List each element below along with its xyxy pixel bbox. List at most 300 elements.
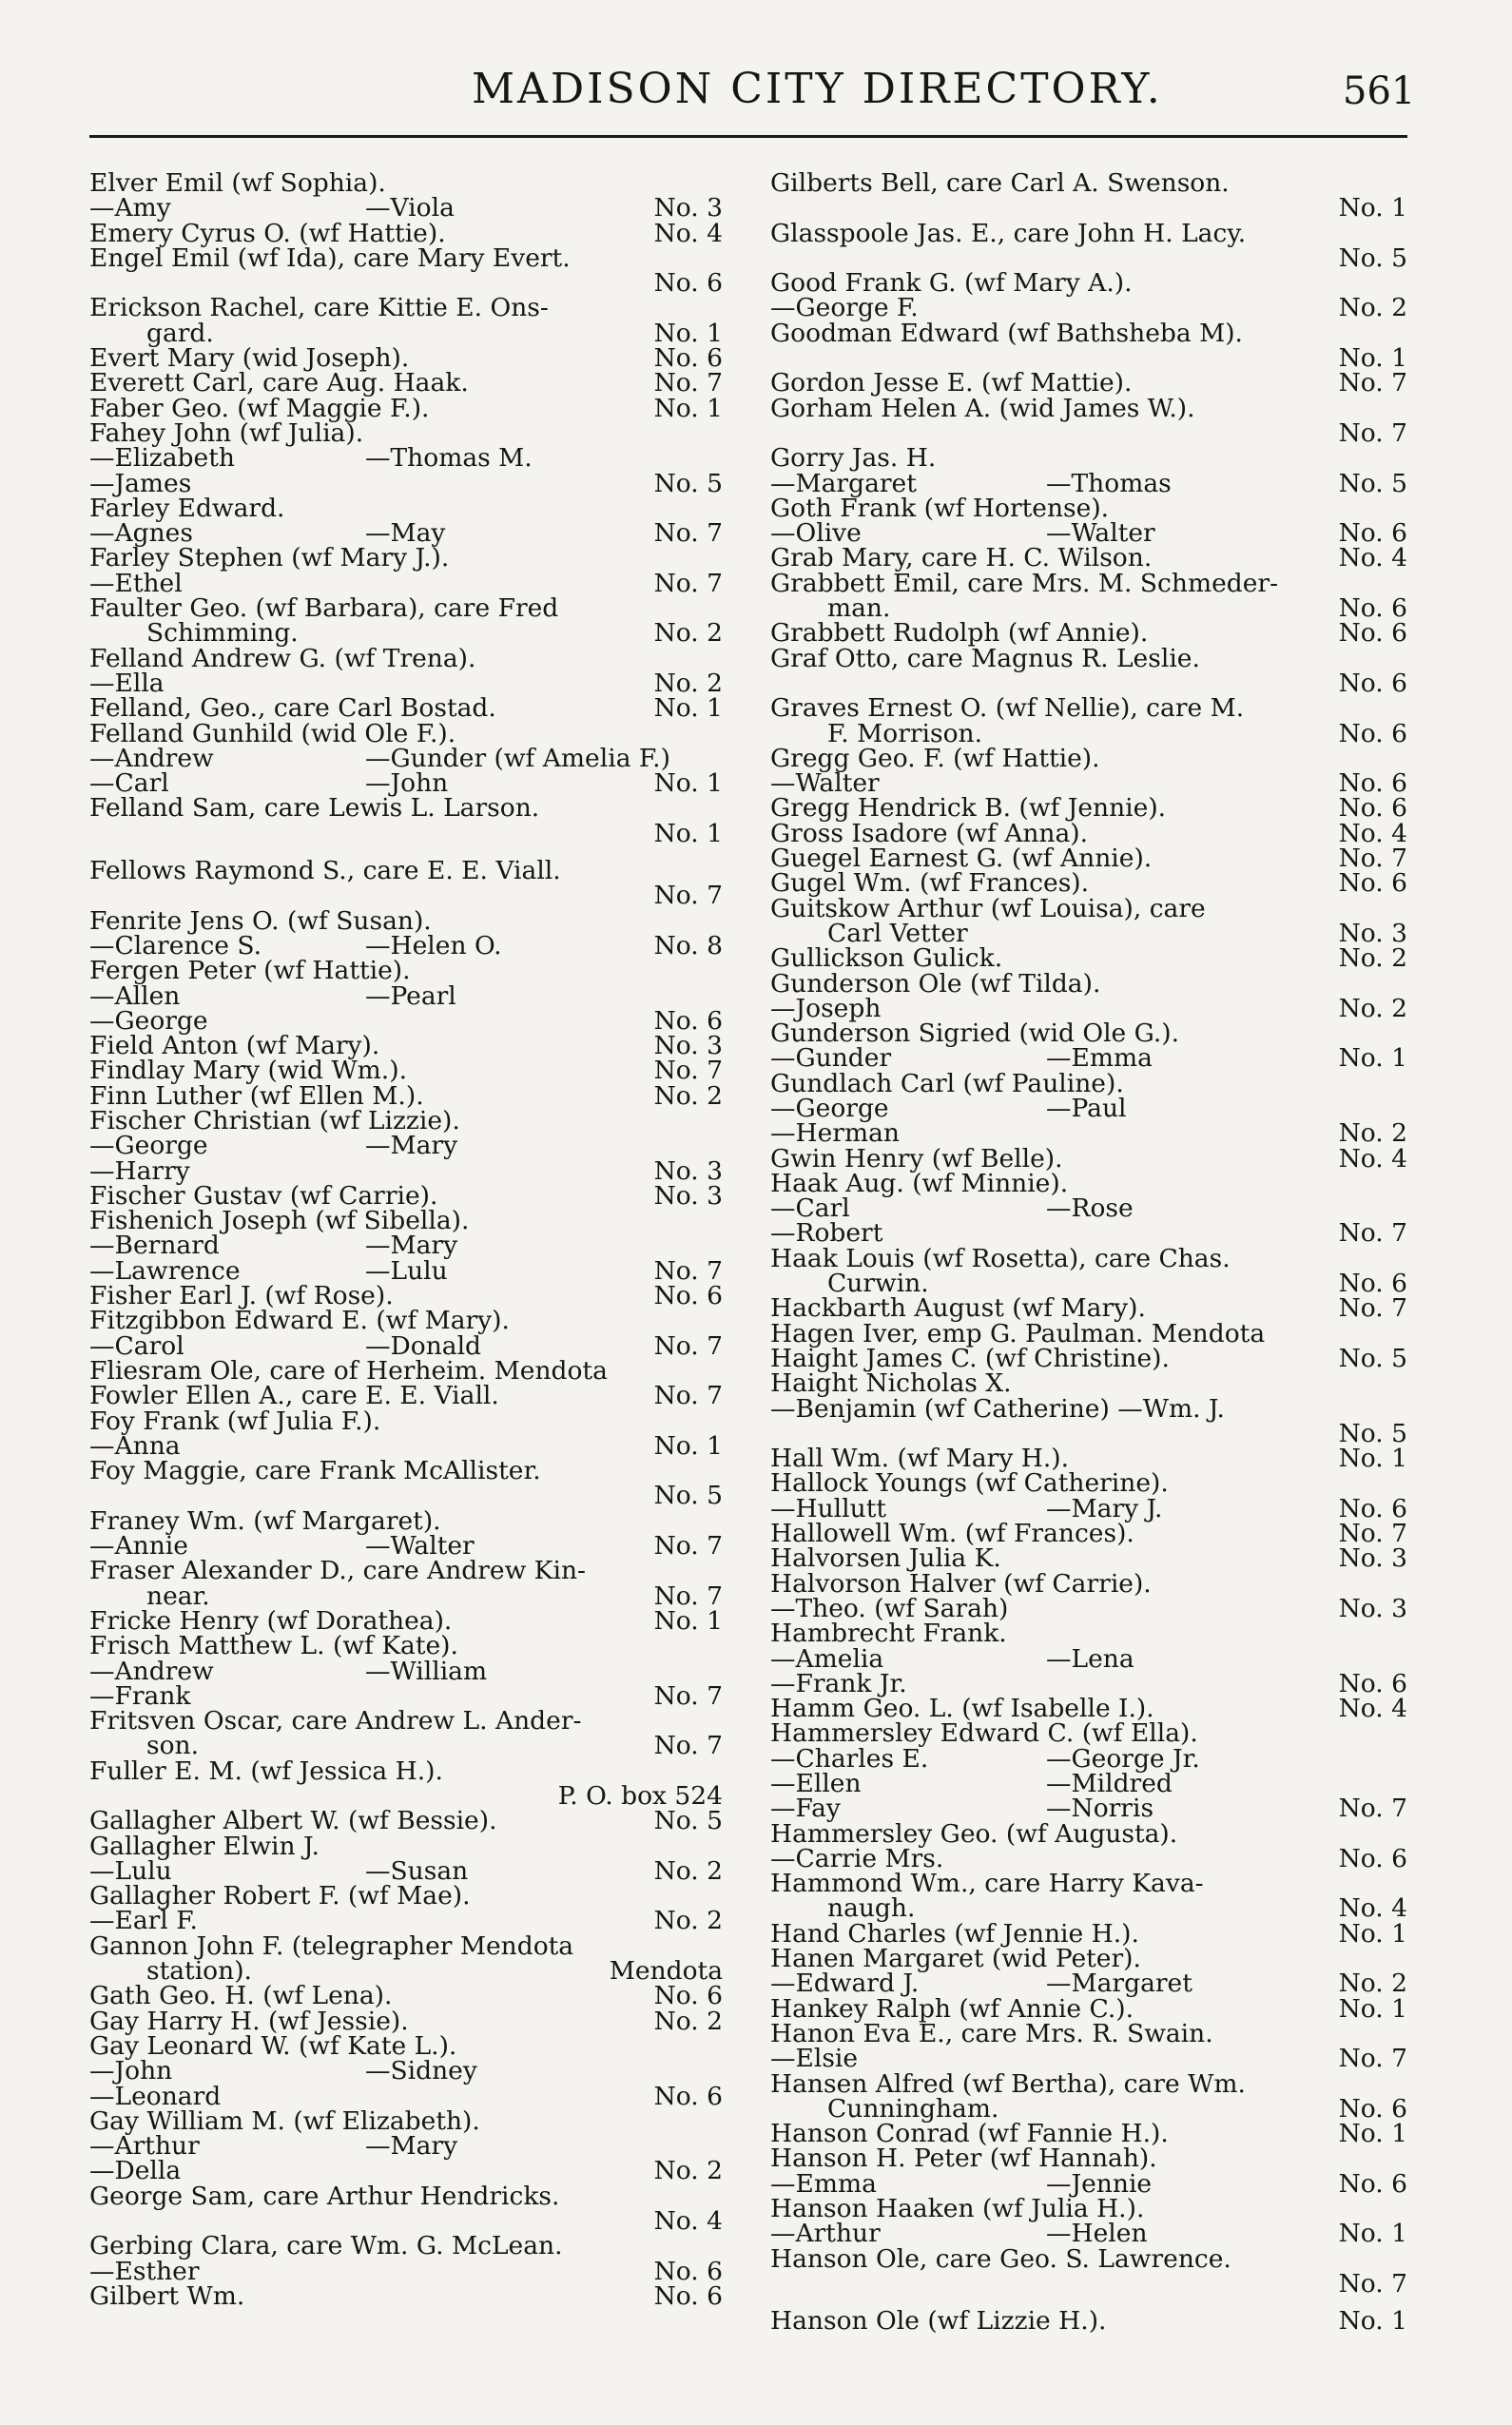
- directory-column-left: [89, 168, 723, 2311]
- entry-text: Hanson Ole, care Geo. S. Lawrence.: [770, 2243, 1231, 2274]
- directory-line: [89, 1231, 723, 1261]
- entry-text: Gordon Jesse E. (wf Mattie).: [770, 368, 1133, 398]
- entry-text: —Benjamin (wf Catherine) —Wm. J.: [770, 1393, 1225, 1424]
- entry-ward: No. 6: [1338, 1493, 1407, 1523]
- entry-text: Hankey Ralph (wf Annie C.).: [770, 1993, 1134, 2024]
- entry-text: —Lulu: [89, 1855, 172, 1886]
- directory-line: [770, 618, 1407, 649]
- entry-text: Haight James C. (wf Christine).: [770, 1343, 1170, 1373]
- entry-text: Gath Geo. H. (wf Lena).: [89, 1981, 393, 2011]
- entry-ward: No. 6: [653, 343, 723, 374]
- entry-continuation: Carl Vetter: [827, 918, 968, 948]
- directory-line: [770, 2306, 1407, 2337]
- entry-text: Hall Wm. (wf Mary H.).: [770, 1444, 1070, 1474]
- directory-line: [770, 1619, 1407, 1649]
- entry-ward: No. 4: [1338, 1143, 1407, 1174]
- entry-text: Emery Cyrus O. (wf Hattie).: [89, 218, 446, 248]
- entry-member: —William: [365, 1656, 488, 1686]
- entry-text: Glasspoole Jas. E., care John H. Lacy.: [770, 218, 1247, 248]
- entry-text: Foy Frank (wf Julia F.).: [89, 1406, 381, 1436]
- entry-ward: No. 1: [653, 393, 723, 423]
- directory-line: [770, 643, 1407, 673]
- directory-line: [89, 905, 723, 936]
- entry-ward: No. 2: [653, 1906, 723, 1936]
- entry-text: Gallagher Albert W. (wf Bessie).: [89, 1806, 497, 1836]
- entry-ward: No. 1: [1338, 1043, 1407, 1074]
- entry-text: —Edward J.: [770, 1969, 920, 1999]
- directory-line: [89, 2231, 723, 2261]
- directory-line: [89, 1456, 723, 1486]
- entry-text: —George F.: [770, 293, 919, 323]
- directory-line: [770, 2268, 1407, 2299]
- directory-line: [770, 1543, 1407, 1574]
- directory-line: [770, 2068, 1407, 2099]
- directory-line: [89, 1981, 723, 2011]
- entry-text: Franey Wm. (wf Margaret).: [89, 1505, 441, 1536]
- entry-ward: No. 7: [653, 568, 723, 598]
- directory-line: [89, 980, 723, 1011]
- entry-ward: No. 6: [1338, 618, 1407, 649]
- entry-text: Hambrecht Frank.: [770, 1619, 1007, 1649]
- directory-line: [89, 1731, 723, 1761]
- directory-line: [89, 956, 723, 986]
- entry-text: Fergen Peter (wf Hattie).: [89, 956, 411, 986]
- directory-line: [770, 968, 1407, 999]
- entry-ward: No. 5: [1338, 468, 1407, 498]
- entry-ward: No. 7: [653, 1381, 723, 1411]
- directory-line: [770, 2144, 1407, 2174]
- entry-text: —Ella: [89, 668, 165, 698]
- entry-member: —Emma: [1046, 1043, 1153, 1074]
- directory-line: [770, 868, 1407, 899]
- entry-ward: No. 8: [653, 930, 723, 960]
- directory-line: [770, 1969, 1407, 1999]
- entry-text: Gilbert Wm.: [89, 2280, 245, 2311]
- directory-line: [89, 793, 723, 824]
- header-rule: [89, 135, 1407, 138]
- entry-text: —Ellen: [770, 1769, 862, 1798]
- directory-line: [770, 718, 1407, 748]
- directory-line: [89, 1131, 723, 1161]
- entry-text: —George: [770, 1093, 889, 1123]
- entry-text: Goth Frank (wf Hortense).: [770, 493, 1110, 523]
- entry-member: —Mary: [365, 2131, 458, 2162]
- entry-ward: No. 7: [1338, 1293, 1407, 1324]
- entry-member: —Margaret: [1046, 1969, 1192, 1999]
- directory-line: [89, 2081, 723, 2111]
- entry-text: —Amelia: [770, 1643, 884, 1674]
- entry-text: —Bernard: [89, 1231, 220, 1261]
- entry-text: —George: [89, 1005, 208, 1036]
- entry-ward: No. 6: [653, 1281, 723, 1311]
- entry-ward: No. 6: [1338, 2093, 1407, 2124]
- entry-text: Gregg Geo. F. (wf Hattie).: [770, 743, 1100, 773]
- entry-text: —Emma: [770, 2168, 877, 2199]
- entry-ward: No. 6: [1338, 2168, 1407, 2199]
- directory-line: [89, 1806, 723, 1836]
- entry-member: —Mary J.: [1046, 1493, 1163, 1523]
- entry-text: Fuller E. M. (wf Jessica H.).: [89, 1756, 443, 1786]
- directory-line: [89, 1656, 723, 1686]
- entry-ward: No. 7: [1338, 2044, 1407, 2074]
- entry-text: Halvorsen Julia K.: [770, 1543, 1001, 1574]
- entry-text: Hanson Haaken (wf Julia H.).: [770, 2194, 1145, 2224]
- entry-text: Grab Mary, care H. C. Wilson.: [770, 543, 1153, 573]
- entry-ward: No. 1: [1338, 1444, 1407, 1474]
- directory-line: [89, 693, 723, 724]
- entry-text: Erickson Rachel, care Kittie E. Ons-: [89, 293, 549, 323]
- entry-ward: No. 1: [1338, 1993, 1407, 2024]
- directory-line: [89, 1406, 723, 1436]
- entry-text: —Elizabeth: [89, 443, 235, 474]
- entry-text: —Frank Jr.: [770, 1668, 907, 1698]
- entry-text: Farley Stephen (wf Mary J.).: [89, 543, 450, 573]
- directory-line: [89, 718, 723, 748]
- entry-ward: No. 6: [653, 1981, 723, 2011]
- directory-line: [89, 193, 723, 223]
- entry-text: —Gunder: [770, 1043, 892, 1074]
- entry-text: —Earl F.: [89, 1906, 198, 1936]
- entry-text: Halvorson Halver (wf Carrie).: [770, 1568, 1152, 1599]
- entry-ward: No. 6: [653, 1005, 723, 1036]
- entry-member: —Viola: [365, 193, 455, 223]
- entry-text: Grabbett Rudolph (wf Annie).: [770, 618, 1149, 649]
- entry-continuation: Cunningham.: [827, 2093, 999, 2124]
- entry-text: —Robert: [770, 1218, 883, 1249]
- directory-column-right: [770, 168, 1407, 2337]
- entry-member: —Thomas M.: [365, 443, 533, 474]
- directory-line: [770, 468, 1407, 498]
- directory-line: [770, 2018, 1407, 2048]
- entry-ward: No. 1: [653, 693, 723, 724]
- directory-line: [770, 943, 1407, 974]
- entry-ward: No. 7: [1338, 1218, 1407, 1249]
- directory-line: [770, 218, 1407, 248]
- entry-text: —Andrew: [89, 1656, 214, 1686]
- entry-text: Hanon Eva E., care Mrs. R. Swain.: [770, 2018, 1213, 2048]
- directory-line: [770, 1643, 1407, 1674]
- entry-member: —Walter: [365, 1531, 475, 1562]
- entry-member: —Helen O.: [365, 930, 502, 960]
- entry-text: —Lawrence: [89, 1255, 241, 1286]
- entry-text: Faber Geo. (wf Maggie F.).: [89, 393, 430, 423]
- entry-member: —Paul: [1046, 1093, 1127, 1123]
- entry-text: Finn Luther (wf Ellen M.).: [89, 1080, 424, 1111]
- entry-text: Hammersley Edward C. (wf Ella).: [770, 1718, 1198, 1749]
- entry-continuation: naugh.: [827, 1893, 916, 1924]
- directory-line: [89, 856, 723, 886]
- directory-line: [770, 168, 1407, 198]
- entry-text: Gross Isadore (wf Anna).: [770, 818, 1089, 848]
- entry-ward: No. 1: [1338, 1918, 1407, 1949]
- entry-text: Fisher Earl J. (wf Rose).: [89, 1281, 394, 1311]
- entry-text: Gay Harry H. (wf Jessie).: [89, 2006, 409, 2036]
- entry-text: Hackbarth August (wf Mary).: [770, 1293, 1146, 1324]
- entry-member: —Lena: [1046, 1643, 1134, 1674]
- directory-line: [770, 1893, 1407, 1924]
- directory-line: [770, 2219, 1407, 2249]
- entry-ward: No. 4: [653, 2206, 723, 2237]
- entry-text: —Della: [89, 2156, 182, 2186]
- entry-text: Gay Leonard W. (wf Kate L.).: [89, 2030, 457, 2061]
- entry-text: —Harry: [89, 1155, 190, 1186]
- directory-line: [770, 1118, 1407, 1149]
- entry-text: —Elsie: [770, 2044, 859, 2074]
- directory-line: [89, 293, 723, 323]
- directory-line: [89, 218, 723, 248]
- directory-line: [770, 1368, 1407, 1399]
- entry-text: —Hullutt: [770, 1493, 886, 1523]
- entry-text: —Amy: [89, 193, 171, 223]
- directory-line: [770, 2044, 1407, 2074]
- directory-line: [89, 1556, 723, 1586]
- directory-line: [770, 1143, 1407, 1174]
- directory-line: [89, 368, 723, 398]
- entry-ward: No. 7: [1338, 2268, 1407, 2299]
- directory-line: [770, 443, 1407, 474]
- page-number: 561: [1343, 69, 1416, 113]
- entry-text: Hammond Wm., care Harry Kava-: [770, 1869, 1204, 1899]
- entry-text: Frisch Matthew L. (wf Kate).: [89, 1631, 458, 1661]
- directory-line: [770, 193, 1407, 223]
- entry-ward: No. 3: [653, 1180, 723, 1211]
- entry-text: —Carrie Mrs.: [770, 1843, 944, 1873]
- entry-text: Gorham Helen A. (wid James W.).: [770, 393, 1195, 423]
- entry-member: —Mary: [365, 1131, 458, 1161]
- entry-ward: No. 5: [1338, 1343, 1407, 1373]
- directory-line: [89, 881, 723, 911]
- entry-text: —James: [89, 468, 192, 498]
- entry-text: Findlay Mary (wid Wm.).: [89, 1056, 407, 1086]
- entry-ward: No. 1: [1338, 193, 1407, 223]
- directory-line: [770, 1794, 1407, 1824]
- entry-ward: No. 1: [653, 818, 723, 848]
- directory-line: [89, 1056, 723, 1086]
- entry-text: Graves Ernest O. (wf Nellie), care M.: [770, 693, 1245, 724]
- directory-line: [89, 2280, 723, 2311]
- directory-line: [89, 818, 723, 848]
- entry-text: —Arthur: [770, 2219, 881, 2249]
- entry-text: Fellows Raymond S., care E. E. Viall.: [89, 856, 561, 886]
- entry-text: Gilberts Bell, care Carl A. Swenson.: [770, 168, 1230, 198]
- entry-ward: No. 7: [1338, 844, 1407, 874]
- directory-line: [89, 543, 723, 573]
- entry-text: —John: [89, 2056, 173, 2086]
- entry-ward: No. 7: [653, 1531, 723, 1562]
- entry-continuation: station).: [146, 1956, 252, 1987]
- entry-text: —Joseph: [770, 993, 882, 1023]
- entry-text: Foy Maggie, care Frank McAllister.: [89, 1456, 541, 1486]
- entry-text: Everett Carl, care Aug. Haak.: [89, 368, 469, 398]
- entry-ward: No. 2: [653, 2156, 723, 2186]
- entry-text: Hanson Conrad (wf Fannie H.).: [770, 2119, 1169, 2149]
- directory-line: [89, 1906, 723, 1936]
- entry-ward: No. 6: [1338, 793, 1407, 824]
- directory-line: [770, 1468, 1407, 1499]
- entry-text: Fitzgibbon Edward E. (wf Mary).: [89, 1306, 510, 1336]
- entry-ward: No. 2: [1338, 1969, 1407, 1999]
- entry-ward: No. 5: [653, 1806, 723, 1836]
- entry-text: Fahey John (wf Julia).: [89, 417, 364, 448]
- entry-text: Fricke Henry (wf Dorathea).: [89, 1605, 453, 1636]
- entry-ward: No. 6: [1338, 518, 1407, 549]
- entry-text: —Walter: [770, 768, 880, 799]
- directory-line: [770, 293, 1407, 323]
- entry-text: Hagen Iver, emp G. Paulman. Mendota: [770, 1318, 1266, 1348]
- entry-text: Fritsven Oscar, care Andrew L. Ander-: [89, 1706, 582, 1736]
- entry-ward: No. 4: [1338, 1893, 1407, 1924]
- entry-text: Faulter Geo. (wf Barbara), care Fred: [89, 593, 559, 624]
- entry-ward: Mendota: [609, 1956, 723, 1987]
- entry-ward: No. 7: [653, 1056, 723, 1086]
- directory-line: [770, 1568, 1407, 1599]
- entry-ward: No. 6: [1338, 718, 1407, 748]
- directory-line: [770, 793, 1407, 824]
- entry-ward: No. 4: [1338, 543, 1407, 573]
- entry-text: Haak Aug. (wf Minnie).: [770, 1168, 1069, 1198]
- directory-line: [89, 2256, 723, 2286]
- entry-ward: No. 7: [653, 518, 723, 549]
- entry-ward: No. 2: [653, 668, 723, 698]
- directory-line: [89, 468, 723, 498]
- entry-ward: No. 7: [653, 881, 723, 911]
- entry-text: Hand Charles (wf Jennie H.).: [770, 1918, 1139, 1949]
- entry-text: Hamm Geo. L. (wf Isabelle I.).: [770, 1694, 1154, 1724]
- directory-line: [89, 618, 723, 649]
- entry-text: Haight Nicholas X.: [770, 1368, 1012, 1399]
- entry-text: Gay William M. (wf Elizabeth).: [89, 2105, 480, 2136]
- directory-line: [770, 1393, 1407, 1424]
- entry-ward: No. 3: [1338, 918, 1407, 948]
- entry-continuation: F. Morrison.: [827, 718, 983, 748]
- entry-member: —Sidney: [365, 2056, 477, 2086]
- entry-text: Hanen Margaret (wid Peter).: [770, 1944, 1141, 1974]
- entry-text: Gallagher Elwin J.: [89, 1831, 320, 1861]
- entry-text: —Ethel: [89, 568, 183, 598]
- entry-continuation: man.: [827, 593, 891, 624]
- entry-ward: No. 2: [653, 618, 723, 649]
- directory-line: [89, 1831, 723, 1861]
- directory-line: [770, 393, 1407, 423]
- entry-text: —Andrew: [89, 743, 214, 773]
- entry-text: —Olive: [770, 518, 862, 549]
- entry-member: —John: [365, 768, 449, 799]
- entry-text: —Fay: [770, 1794, 841, 1824]
- entry-ward: No. 6: [653, 2081, 723, 2111]
- entry-member: —Donald: [365, 1330, 482, 1361]
- directory-line: [89, 2181, 723, 2211]
- entry-text: Grabbett Emil, care Mrs. M. Schmeder-: [770, 568, 1279, 598]
- entry-text: Gunderson Sigried (wid Ole G.).: [770, 1018, 1180, 1049]
- entry-ward: No. 6: [1338, 1269, 1407, 1299]
- directory-line: [770, 1718, 1407, 1749]
- directory-line: [770, 318, 1407, 348]
- entry-ward: No. 2: [1338, 993, 1407, 1023]
- entry-text: Farley Edward.: [89, 493, 285, 523]
- entry-text: Fraser Alexander D., care Andrew Kin-: [89, 1556, 586, 1586]
- entry-ward: No. 2: [1338, 943, 1407, 974]
- entry-member: —Gunder (wf Amelia F.): [365, 743, 670, 773]
- entry-continuation: gard.: [146, 318, 214, 348]
- entry-ward: No. 7: [653, 1255, 723, 1286]
- entry-ward: No. 1: [653, 768, 723, 799]
- directory-line: [89, 1381, 723, 1411]
- entry-ward: No. 1: [653, 318, 723, 348]
- entry-text: Fischer Gustav (wf Carrie).: [89, 1180, 438, 1211]
- entry-text: Gerbing Clara, care Wm. G. McLean.: [89, 2231, 563, 2261]
- entry-ward: No. 4: [1338, 1694, 1407, 1724]
- entry-ward: No. 6: [1338, 668, 1407, 698]
- entry-member: —Mildred: [1046, 1769, 1173, 1798]
- entry-text: Fischer Christian (wf Lizzie).: [89, 1105, 460, 1135]
- entry-text: Felland Sam, care Lewis L. Larson.: [89, 793, 540, 824]
- entry-continuation: near.: [146, 1581, 210, 1611]
- entry-text: Elver Emil (wf Sophia).: [89, 168, 386, 198]
- entry-text: Gallagher Robert F. (wf Mae).: [89, 1881, 471, 1911]
- entry-member: —Norris: [1046, 1794, 1154, 1824]
- entry-text: Fliesram Ole, care of Herheim. Mendota: [89, 1355, 608, 1386]
- directory-line: [770, 368, 1407, 398]
- entry-member: —Susan: [365, 1855, 469, 1886]
- entry-text: Engel Emil (wf Ida), care Mary Evert.: [89, 242, 571, 273]
- entry-text: —Esther: [89, 2256, 200, 2286]
- entry-text: —Charles E.: [770, 1743, 929, 1774]
- entry-text: —Anna: [89, 1430, 181, 1461]
- directory-line: [89, 2056, 723, 2086]
- entry-ward: No. 3: [1338, 1543, 1407, 1574]
- directory-line: [770, 1043, 1407, 1074]
- entry-ward: No. 1: [653, 1430, 723, 1461]
- entry-text: Graf Otto, care Magnus R. Leslie.: [770, 643, 1200, 673]
- entry-ward: No. 5: [653, 468, 723, 498]
- entry-ward: No. 7: [1338, 1794, 1407, 1824]
- entry-ward: No. 1: [1338, 2119, 1407, 2149]
- entry-text: Hallowell Wm. (wf Frances).: [770, 1519, 1134, 1549]
- entry-text: Gullickson Gulick.: [770, 943, 1003, 974]
- entry-text: Hammersley Geo. (wf Augusta).: [770, 1818, 1178, 1849]
- entry-ward: No. 5: [1338, 1418, 1407, 1448]
- entry-text: Felland Gunhild (wid Ole F.).: [89, 718, 456, 748]
- entry-text: —Annie: [89, 1531, 188, 1562]
- directory-line: [89, 2156, 723, 2186]
- entry-text: Hallock Youngs (wf Catherine).: [770, 1468, 1169, 1499]
- entry-member: —Lulu: [365, 1255, 448, 1286]
- entry-ward: No. 2: [1338, 293, 1407, 323]
- entry-text: Field Anton (wf Mary).: [89, 1031, 380, 1061]
- entry-member: —Walter: [1046, 518, 1155, 549]
- entry-ward: No. 7: [1338, 417, 1407, 448]
- entry-ward: No. 6: [653, 2280, 723, 2311]
- entry-ward: No. 1: [653, 1605, 723, 1636]
- entry-ward: No. 3: [653, 193, 723, 223]
- entry-ward: No. 6: [1338, 868, 1407, 899]
- entry-ward: No. 3: [1338, 1593, 1407, 1623]
- entry-ward: No. 2: [653, 1080, 723, 1111]
- entry-ward: No. 6: [653, 2256, 723, 2286]
- directory-line: [89, 1481, 723, 1511]
- entry-text: Gugel Wm. (wf Frances).: [770, 868, 1090, 899]
- entry-ward: No. 7: [653, 1680, 723, 1711]
- entry-member: —Helen: [1046, 2219, 1148, 2249]
- entry-text: Evert Mary (wid Joseph).: [89, 343, 410, 374]
- entry-ward: No. 3: [653, 1031, 723, 1061]
- directory-line: [89, 1631, 723, 1661]
- entry-ward: No. 6: [1338, 768, 1407, 799]
- entry-text: —Carol: [89, 1330, 184, 1361]
- directory-line: [770, 893, 1407, 923]
- entry-ward: No. 5: [1338, 242, 1407, 273]
- entry-ward: No. 1: [1338, 2219, 1407, 2249]
